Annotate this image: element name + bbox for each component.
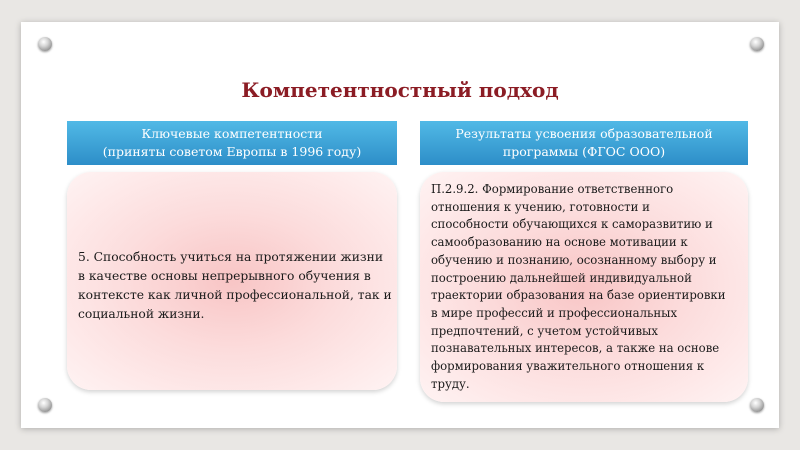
left-card-line: в качестве основы непрерывного обучения в xyxy=(78,269,371,283)
right-card-line: формирования уважительного отношения к xyxy=(431,359,705,374)
right-column-header xyxy=(420,121,748,165)
right-card-line: в мире профессий и профессиональных xyxy=(431,305,678,320)
slide-title: Компетентностный подход xyxy=(241,78,559,102)
right-card-line: самообразованию на основе мотивации к xyxy=(431,235,688,250)
left-header-line-1: Ключевые компетентности xyxy=(141,126,323,141)
pin-icon xyxy=(750,398,764,412)
left-competence-card xyxy=(67,172,397,390)
right-card-line: траектории образования на базе ориентировки xyxy=(431,288,726,303)
right-card-line: построению дальнейшей индивидуальной xyxy=(431,270,692,285)
left-column-header xyxy=(67,121,397,165)
right-card-line: предпочтений, с учетом устойчивых xyxy=(431,323,658,338)
right-card-line: познавательных интересов, а также на основе xyxy=(431,341,720,356)
right-card-line: способности обучающихся к саморазвитию и xyxy=(431,217,713,232)
right-header-line-2: программы (ФГОС ООО) xyxy=(502,144,666,159)
right-card-line: П.2.9.2. Формирование ответственного xyxy=(431,182,674,196)
pin-icon xyxy=(750,37,764,51)
pin-icon xyxy=(38,37,52,51)
left-card-line: социальной жизни. xyxy=(78,307,205,321)
pin-icon xyxy=(38,398,52,412)
right-header-line-1: Результаты усвоения образовательной xyxy=(455,126,713,141)
right-standard-card xyxy=(420,172,748,402)
right-card-line: отношения к учению, готовности и xyxy=(431,199,650,214)
left-card-line: 5. Способность учиться на протяжении жизни xyxy=(78,250,384,264)
left-card-line: контексте как личной профессиональной, так и xyxy=(78,288,392,302)
right-card-line: обучению и познанию, осознанному выбору и xyxy=(431,252,717,267)
right-card-line: труду. xyxy=(431,376,470,391)
left-header-line-2: (приняты советом Европы в 1996 году) xyxy=(102,144,362,159)
